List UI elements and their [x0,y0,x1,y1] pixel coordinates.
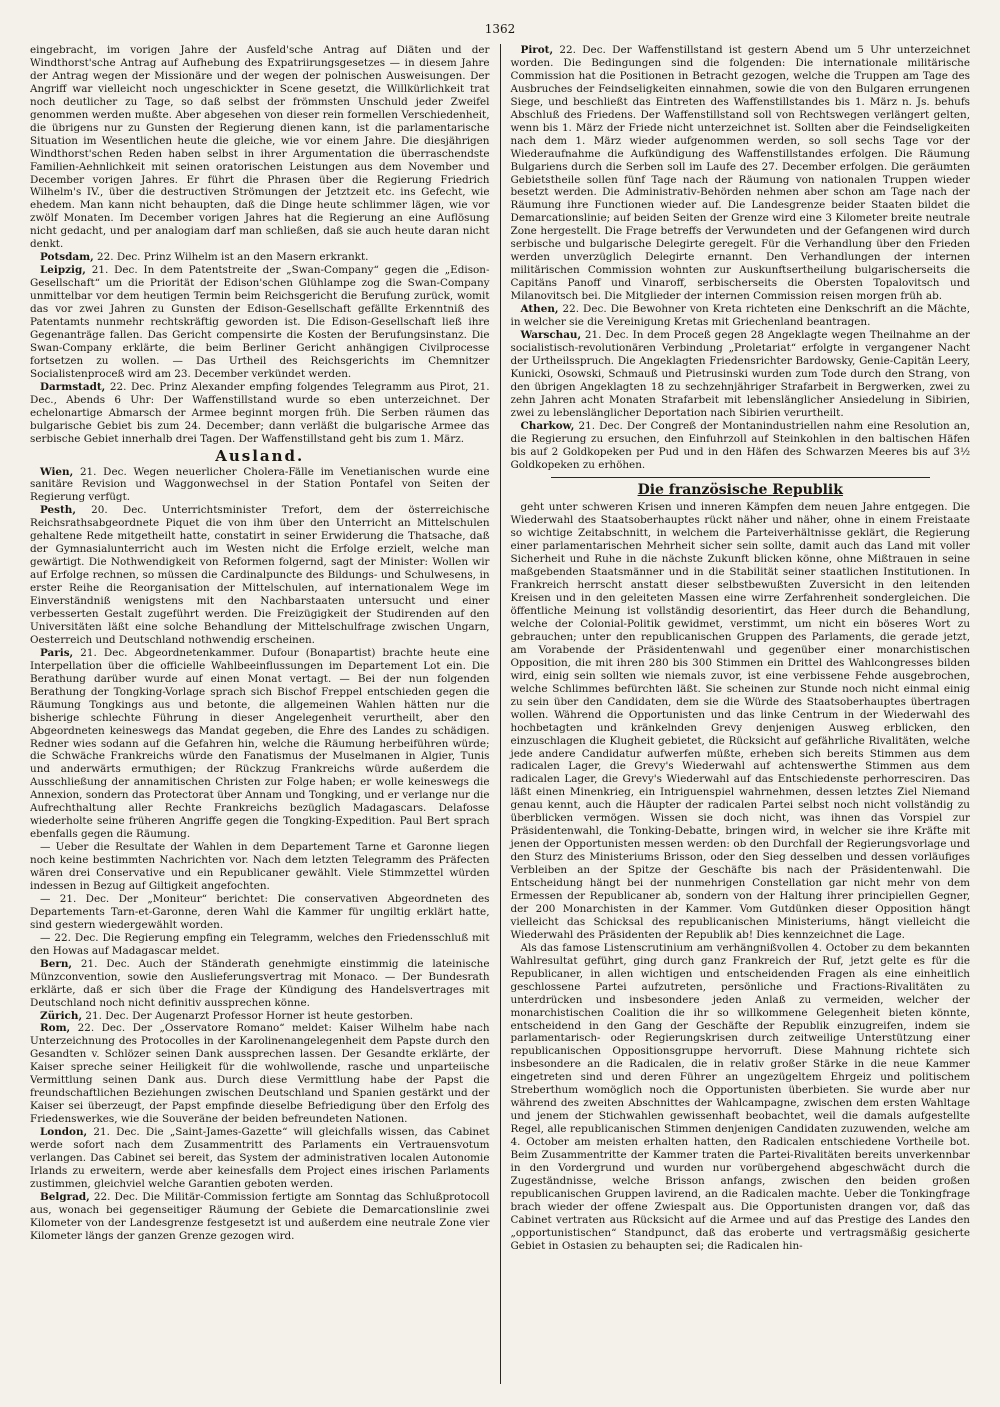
news-text: — 21. Dec. Der „Moniteur“ berichtet: Die conservativen Abgeordneten des Departements Tarn-et-Garonne, deren Wahl die Kammer für ungiltig erklärt hatte, sind gestern wiedergewählt worden. [30,892,490,931]
dateline: Rom, [40,1022,71,1035]
news-item [30,504,490,646]
news-text: — 22. Dec. Die Regierung empfing ein Telegramm, welches den Friedensschluß mit den Howas auf Madagascar meldet. [30,931,490,957]
news-item [30,1126,490,1191]
left-column [30,44,498,1384]
news-item [30,466,490,505]
divider [551,477,931,478]
news-item [30,1022,490,1126]
dateline: Belgrad, [40,1190,90,1203]
news-item [511,303,971,329]
news-text: 21. Dec. Wegen neuerlicher Cholera-Fälle im Venetianischen wurde eine sanitäre Revision und Waggonwechsel in der Station Pontafel von Seiten der Regierung verfügt. [30,465,490,504]
news-item [511,44,971,303]
news-text: 21. Dec. Der Congreß der Montanindustriellen nahm eine Resolution an, die Regierung zu ersuchen, den Einfuhrzoll auf Steinkohlen in den baltischen Häfen bis auf 2 Goldkopeken per Pud und in den Häfen des Schwarzen Meeres bis auf 3½ Goldkopeken zu erhöhen. [510,419,971,471]
section-heading: Ausland. [215,446,305,465]
news-item [30,1191,490,1243]
news-text: 22. Dec. Prinz Alexander empfing folgendes Telegramm aus Pirot, 21. Dec., Abends 6 Uhr: Der Waffenstillstand wurde so eben unterzeichnet. Der echelonartige Abmarsch der Armee beginnt morgen früh. Die Serben räumen das bulgarische Gebiet bis zum 24. December; dann verläßt die bulgarische Armee das serbische Gebiet innerhalb drei Tagen. Der Waffenstillstand geht bis zum 1. März. [30,380,490,445]
dateline: Darmstadt, [40,380,106,393]
right-column [503,44,971,1384]
news-text: 22. Dec. Die Bewohner von Kreta richteten eine Denkschrift an die Mächte, in welcher sie die Vereinigung Kretas mit Griechenland beantragen. [510,303,971,329]
news-text: 21. Dec. Auch der Ständerath genehmigte einstimmig die lateinische Münzconvention, sowie den Auslieferungsvertrag mit Monaco. — Der Bundesrath erklärte, daß er sich über die Frage der Kündigung des Handelsvertrages mit Deutschland noch nicht definitiv aussprechen könne. [30,957,490,1009]
news-text: geht unter schweren Krisen und inneren Kämpfen dem neuen Jahre entgegen. Die Wiederwahl des Staatsoberhauptes rückt näher und näher, ohne in einem Freistaate so wichtige Zeitabschnitt, in welchem die Parteiverhältnisse geklärt, die Regierung einer parlamentarischen Mehrheit sicher sein sollte, damit auch das Land mit voller Sicherheit und Ruhe in die nächste Zukunft blicken könne, ohne Mißtrauen in seine maßgebenden Staatsmänner und in die Stabilität seiner staatlichen Institutionen. In Frankreich herrscht anstatt dieser selbstbewußten Zuversicht in den leitenden Kreisen und in den geleiteten Massen eine wirre Zerfahrenheit sondergleichen. Die öffentliche Meinung ist vollständig desorientirt, das Heer durch die Behandlung, welche der Colonial-Politik gewidmet, verstimmt, um nicht ein böseres Wort zu gebrauchen; unter den republicanischen Gruppen des Parlaments, die gerade jetzt, am Vorabende der Präsidentenwahl und gegenüber einer monarchistischen Opposition, die mit ihren 280 bis 300 Stimmen ein Drittel des Wahlcongresses bilden wird, einig sein sollten wie niemals zuvor, ist eine verbissene Fehde ausgebrochen, welche Schlimmes befürchten läßt. Sie scheinen zur Stunde noch nicht einmal einig zu sein über den Candidaten, dem sie die Würde des Staatsoberhauptes übertragen wollen. Während die Opportunisten und das linke Centrum in der Wiederwahl des hochbetagten und kränkelnden Grevy denjenigen Ausweg erblicken, den einzuschlagen die Klugheit gebietet, die Rücksicht auf gefährliche Rivalitäten, welche jede andere Candidatur aufwerfen müßte, erheben sich bereits Stimmen aus dem radicalen Lager, die Grevy's Wiederwahl auf achtenswerthe Stimmen aus dem radicalen Lager, die Grevy's Wiederwahl auf das Entschiedenste perhorresciren. Das läßt einen Minenkrieg, ein Intriguenspiel wahrnehmen, dessen letztes Ziel Niemand genau kennt, auch die Häupter der radicalen Partei selbst noch nicht vollständig zu überblicken vermögen. Wissen sie doch nicht, was ihnen das Vorspiel zur Präsidentenwahl, die Tonking-Debatte, bringen wird, in welcher sie ihre Kräfte mit jenen der Opportunisten messen werden: ob den Durchfall der Regierungsvorlage und den Sturz des Ministeriums Brisson, oder den Sieg desselben und dessen vorläufiges Verbleiben an der Spitze der Geschäfte bis nach der Präsidentenwahl. Die Entscheidung hängt bei der nunmehrigen Constellation gar nicht mehr von dem Ermessen der Republicaner ab, sondern von der Haltung ihrer principiellen Gegner, der 200 Monarchisten in der Kammer. Vom Gutdünken dieser Opposition hängt vielleicht das Schicksal des republicanischen Ministeriums, hängt vielleicht die Wiederwahl des Präsidenten der Republik ab! Dies kennzeichnet die Lage. [510,501,971,941]
columns [30,44,970,1384]
dateline: Zürich, [40,1009,83,1022]
news-text: Als das famose Listenscrutinium am verhängnißvollen 4. October zu dem bekannten Wahlresultat geführt, ging durch ganz Frankreich der Ruf, jetzt gelte es für die Republicaner, in allen wichtigen und entscheidenden Fragen als eine einheitlich geschlossene Partei aufzutreten, persönliche und Fractions-Rivalitäten zu unterdrücken und insbesondere jeden Anlaß zu vermeiden, welcher der monarchistischen Coalition die ihr so willkommene Gelegenheit bieten könnte, entscheidend in den Gang der Geschäfte der Republik einzugreifen, indem sie parlamentarisch- oder Regierungskrisen durch zeitweilige Unterstützung einer republicanischen Oppositionsgruppe hervorruft. Diese Mahnung richtete sich insbesondere an die Radicalen, die in relativ großer Stärke in die neue Kammer eingetreten sind und deren Führer an ungezügeltem Ehrgeiz und politischem Streberthum womöglich noch die Opportunisten überbieten. Sie wurde aber nur während des zweiten Abschnittes der Wahlcampagne, zwischen dem ersten Wahltage und jenem der Stichwahlen gewissenhaft beobachtet, weil die damals aufgestellte Regel, alle republicanischen Stimmen denjenigen Candidaten zuzuwenden, welche am 4. October am meisten erhalten hatten, den Radicalen entschiedene Vortheile bot. Beim Zusammentritte der Kammer traten die Partei-Rivalitäten bereits unverkennbar in den Vordergrund und wurden nur vorübergehend abgeschwächt durch die Zugeständnisse, welche Brisson anfangs, zwischen den beiden großen republicanischen Gruppen lavirend, an die Radicalen machte. Ueber die Tonkingfrage brach wieder der offene Zwiespalt aus. Die Opportunisten drangen vor, daß das Cabinet vertraten aus Rücksicht auf die Armee und auf das Prestige des Landes den „opportunistischen“ Standpunct, daß das eroberte und vertragsmäßig gesicherte Gebiet in Ostasien zu behaupten sei; die Radicalen hin- [510,941,971,1252]
news-item [30,893,490,932]
news-item [30,958,490,1010]
news-item [30,841,490,893]
dateline: Charkow, [520,419,575,432]
news-item [30,647,490,841]
dateline: Warschau, [520,328,582,341]
dateline: Potsdam, [40,251,94,264]
news-text: 22. Dec. Der „Osservatore Romano“ meldet: Kaiser Wilhelm habe nach Unterzeichnung des Protocolles in der Karolinenangelegenheit dem Papste durch den Gesandten v. Schlözer seinen Dank aussprechen lassen. Der Gesandte erklärte, der Kaiser spreche seiner Heiligkeit für die wohlwollende, rasche und unparteiische Vermittlung seinen Dank aus. Durch diese Vermittlung habe der Papst die freundschaftlichen Beziehungen zwischen Deutschland und Spanien gestärkt und der Kaiser sei überzeugt, der Papst empfinde dieselbe Befriedigung über den Erfolg des Friedenswerkes, wie die Souveräne der beiden befreundeten Nationen. [30,1022,490,1126]
column-rule [500,44,501,1384]
dateline: Pirot, [520,44,554,56]
news-text: eingebracht, im vorigen Jahre der Ausfeld'sche Antrag auf Diäten und der Windthorst'sche Antrag auf Aufhebung des Expatriirungsgesetzes — in diesem Jahre der Antrag wegen der Missionäre und der wegen der polnischen Ausweisungen. Der Angriff war vielleicht noch ungeschickter in Scene gesetzt, die Willkürlichkeit trat noch deutlicher zu Tage, so daß selbst der frömmsten Unschuld jeder Zweifel genommen werden mußte. Aber abgesehen von dieser rein formellen Verschiedenheit, die übrigens nur zu Gunsten der Regierung dienen kann, ist die parlamentarische Situation im Wesentlichen heute die gleiche, wie vor einem Jahre. Die diesjährigen Windthorst'schen Reden haben selbst in ihrer Argumentation die überraschendste Familien-Aehnlichkeit mit seinen oratorischen Leistungen aus dem November und December vorigen Jahres. Er führt die Phrasen über die Regierung Friedrich Wilhelm's IV., über die destructiven Strömungen der Jetztzeit etc. ins Gefecht, wie ehedem. Man kann nicht behaupten, daß die Dinge heute schlimmer lägen, wie vor zwölf Monaten. Im December vorigen Jahres hat die Regierung an eine Auflösung nicht gedacht, und per analogiam darf man schließen, daß sie auch heute daran nicht denkt. [30,44,490,251]
news-item [30,251,490,264]
news-text: 21. Dec. Abgeordnetenkammer. Dufour (Bonapartist) brachte heute eine Interpellation über die officielle Wahlbeeinflussungen im Departement Lot ein. Die Berathung darüber wurde auf einen Monat vertagt. — Bei der nun folgenden Berathung der Tongking-Vorlage sprach sich Bischof Freppel entschieden gegen die Räumung Tongkings aus und betonte, die allgemeinen Wahlen hätten nur die bisherige schlechte Führung in dieser Angelegenheit verurtheilt, aber den Abgeordneten keineswegs das Mandat gegeben, die Ehre des Landes zu schädigen. Redner wies sodann auf die Gefahren hin, welche die Räumung herbeiführen würde; die Schwäche Frankreichs würde den Fanatismus der Muselmanen in Algier, Tunis und anderwärts ermuthigen; der Rückzug Frankreichs würde außerdem die Ausschließung der annamitischen Christen zur Folge haben; er wolle keineswegs die Annexion, sondern das Protectorat über Annam und Tongking, und er verlange nur die Aufrechthaltung aller Rechte Frankreichs bezüglich Madagascars. Delafosse wiederholte seine früheren Angriffe gegen die Tongking-Expedition. Paul Bert sprach ebenfalls gegen die Räumung. [30,646,490,841]
news-text: 21. Dec. In dem Patentstreite der „Swan-Company“ gegen die „Edison-Gesellschaft“ um die Priorität der Edison'schen Glühlampe zog die Swan-Company unmittelbar vor dem heutigen Termin beim Reichsgericht die Berufung zurück, womit das vor zwei Jahren zu Gunsten der Edison-Gesellschaft gefällte Erkenntniß des Patentamts nunmehr rechtskräftig geworden ist. Die Edison-Gesellschaft ließ ihre Gegenanträge fallen. Das Gericht compensirte die Kosten der Berufungsinstanz. Die Swan-Company erklärte, die beim Berliner Gericht anhängigen Civilprocesse fortsetzen zu wollen. — Das Urtheil des Reichsgerichts im Chemnitzer Socialistenproceß wird am 23. December verkündet werden. [30,264,490,380]
dateline: Leipzig, [40,264,86,277]
dateline: Paris, [40,646,74,659]
dateline: Wien, [40,465,74,478]
dateline: Pesth, [40,504,76,517]
news-text: — Ueber die Resultate der Wahlen in dem Departement Tarne et Garonne liegen noch keine bestimmten Nachrichten vor. Nach dem letzten Telegramm des Präfecten wären drei Conservative und ein Republicaner gewählt. Viele Stimmzettel würden indessen in Bezug auf Giltigkeit angefochten. [30,841,490,892]
news-item [511,501,971,941]
news-item [30,1010,490,1023]
news-item [511,329,971,420]
news-text: 22. Dec. Die Militär-Commission fertigte am Sonntag das Schlußprotocoll aus, wonach bei gegenseitiger Räumung der Gebiete die Demarcationslinie zwei Kilometer von der Landesgrenze festgesetzt ist und außerdem eine neutrale Zone vier Kilometer längs der ganzen Grenze gezogen wird. [30,1190,490,1242]
news-text: 21. Dec. Die „Saint-James-Gazette“ will gleichfalls wissen, das Cabinet werde sofort nach dem Zusammentritt des Parlaments ein Vertrauensvotum verlangen. Das Cabinet sei bereit, das System der administrativen localen Autonomie Irlands zu erweitern, werde aber keinesfalls dem Project eines irischen Parlaments zustimmen, gleichviel welche Garantien geboten werden. [30,1126,490,1190]
news-item [511,942,971,1253]
news-item [30,264,490,381]
news-text: 22. Dec. Prinz Wilhelm ist an den Masern erkrankt. [97,251,369,264]
dateline: Bern, [40,957,73,970]
news-item [30,44,490,251]
news-text: 21. Dec. Der Augenarzt Professor Horner ist heute gestorben. [85,1009,414,1022]
dateline: Athen, [520,303,559,316]
dateline: London, [40,1126,88,1139]
news-text: 20. Dec. Unterrichtsminister Trefort, dem der österreichische Reichsrathsabgeordnete Piquet die von ihm über den Unterricht an Mittelschulen gehaltene Rede mitgetheilt hatte, constatirt in seiner Erwiderung die Thatsache, daß der Gymnasialunterricht auch im Westen nicht die Erfolge erzielt, welche man gewärtigt. Die Nothwendigkeit von Reformen folgernd, sagt der Minister: Wollen wir auf Erfolge rechnen, so müssen die Cardinalpuncte des Bildungs- und Schulwesens, in erster Reihe die Reorganisation der Mittelschulen, auf internationalem Wege im Einverständniß wenigstens mit den Nachbarstaaten untersucht und einer verbesserten Gestalt zugeführt werden. Die Freizügigkeit der Studirenden auf den Universitäten läßt eine solche Behandlung der Mittelschulfrage zwischen Ungarn, Oesterreich und Deutschland nothwendig erscheinen. [30,504,490,646]
news-item [511,420,971,472]
news-text: 22. Dec. Der Waffenstillstand ist gestern Abend um 5 Uhr unterzeichnet worden. Die Bedingungen sind die folgenden: Die internationale militärische Commission hat die Positionen in Betracht gezogen, welche die Truppen am Tage des Ausbruches der Feindseligkeiten einnahmen, sowie die von den Bulgaren errungenen Siege, und beschließt das Eintreten des Waffenstillstandes bis 1. März n. Js. behufs Abschluß des Friedens. Der Waffenstillstand soll von Rechtswegen verlängert gelten, wenn bis 1. März der Friede nicht unterzeichnet ist. Sollten aber die Feindseligkeiten nach dem 1. März wieder aufgenommen werden, so soll sechs Tage vor der Wiederaufnahme die Aufkündigung des Waffenstillstandes erfolgen. Die Räumung Bulgariens durch die Serben soll im Laufe des 27. December erfolgen. Die geräumten Gebietstheile sollen fünf Tage nach der Räumung von nationalen Truppen wieder besetzt werden. Die Administrativ-Behörden nehmen aber schon am Tage nach der Räumung ihre Functionen wieder auf. Die Landesgrenze beider Staaten bildet die Demarcationslinie; auf beiden Seiten der Grenze wird eine 3 Kilometer breite neutrale Zone hergestellt. Die Frage betreffs der Verwundeten und der Gefangenen wird durch serbische und bulgarische Delegirte geregelt. Für die Verhandlung über den Frieden werden unverzüglich Delegirte ernannt. Den Verhandlungen der internen militärischen Commission wohnten zur Auskunftsertheilung bulgarischerseits die Capitäns Panoff und Vinaroff, serbischerseits die Obersten Topalovitsch und Milanovitsch bei. Die Mitglieder der internen Commission reisen morgen früh ab. [510,44,971,303]
news-text: 21. Dec. In dem Proceß gegen 28 Angeklagte wegen Theilnahme an der socialistisch-revolutionären Verbindung „Proletariat“ erfolgte in vergangener Nacht der Urtheilsspruch. Die Angeklagten Friedensrichter Bardowsky, Genie-Capitän Leery, Kunicki, Osowski, Schmauß und Pietrusinski wurden zum Tode durch den Strang, von den übrigen Angeklagten 18 zu sechzehnjähriger Strafarbeit in Bergwerken, zwei zu zehn Jahren acht Monaten Strafarbeit mit lebenslänglicher Ansiedelung in Sibirien, zwei zu lebenslänglicher Deportation nach Sibirien verurtheilt. [510,328,971,419]
news-item [30,932,490,958]
news-item [30,381,490,446]
article-title: Die französische Republik [637,482,843,499]
page-number: 1362 [484,22,516,36]
